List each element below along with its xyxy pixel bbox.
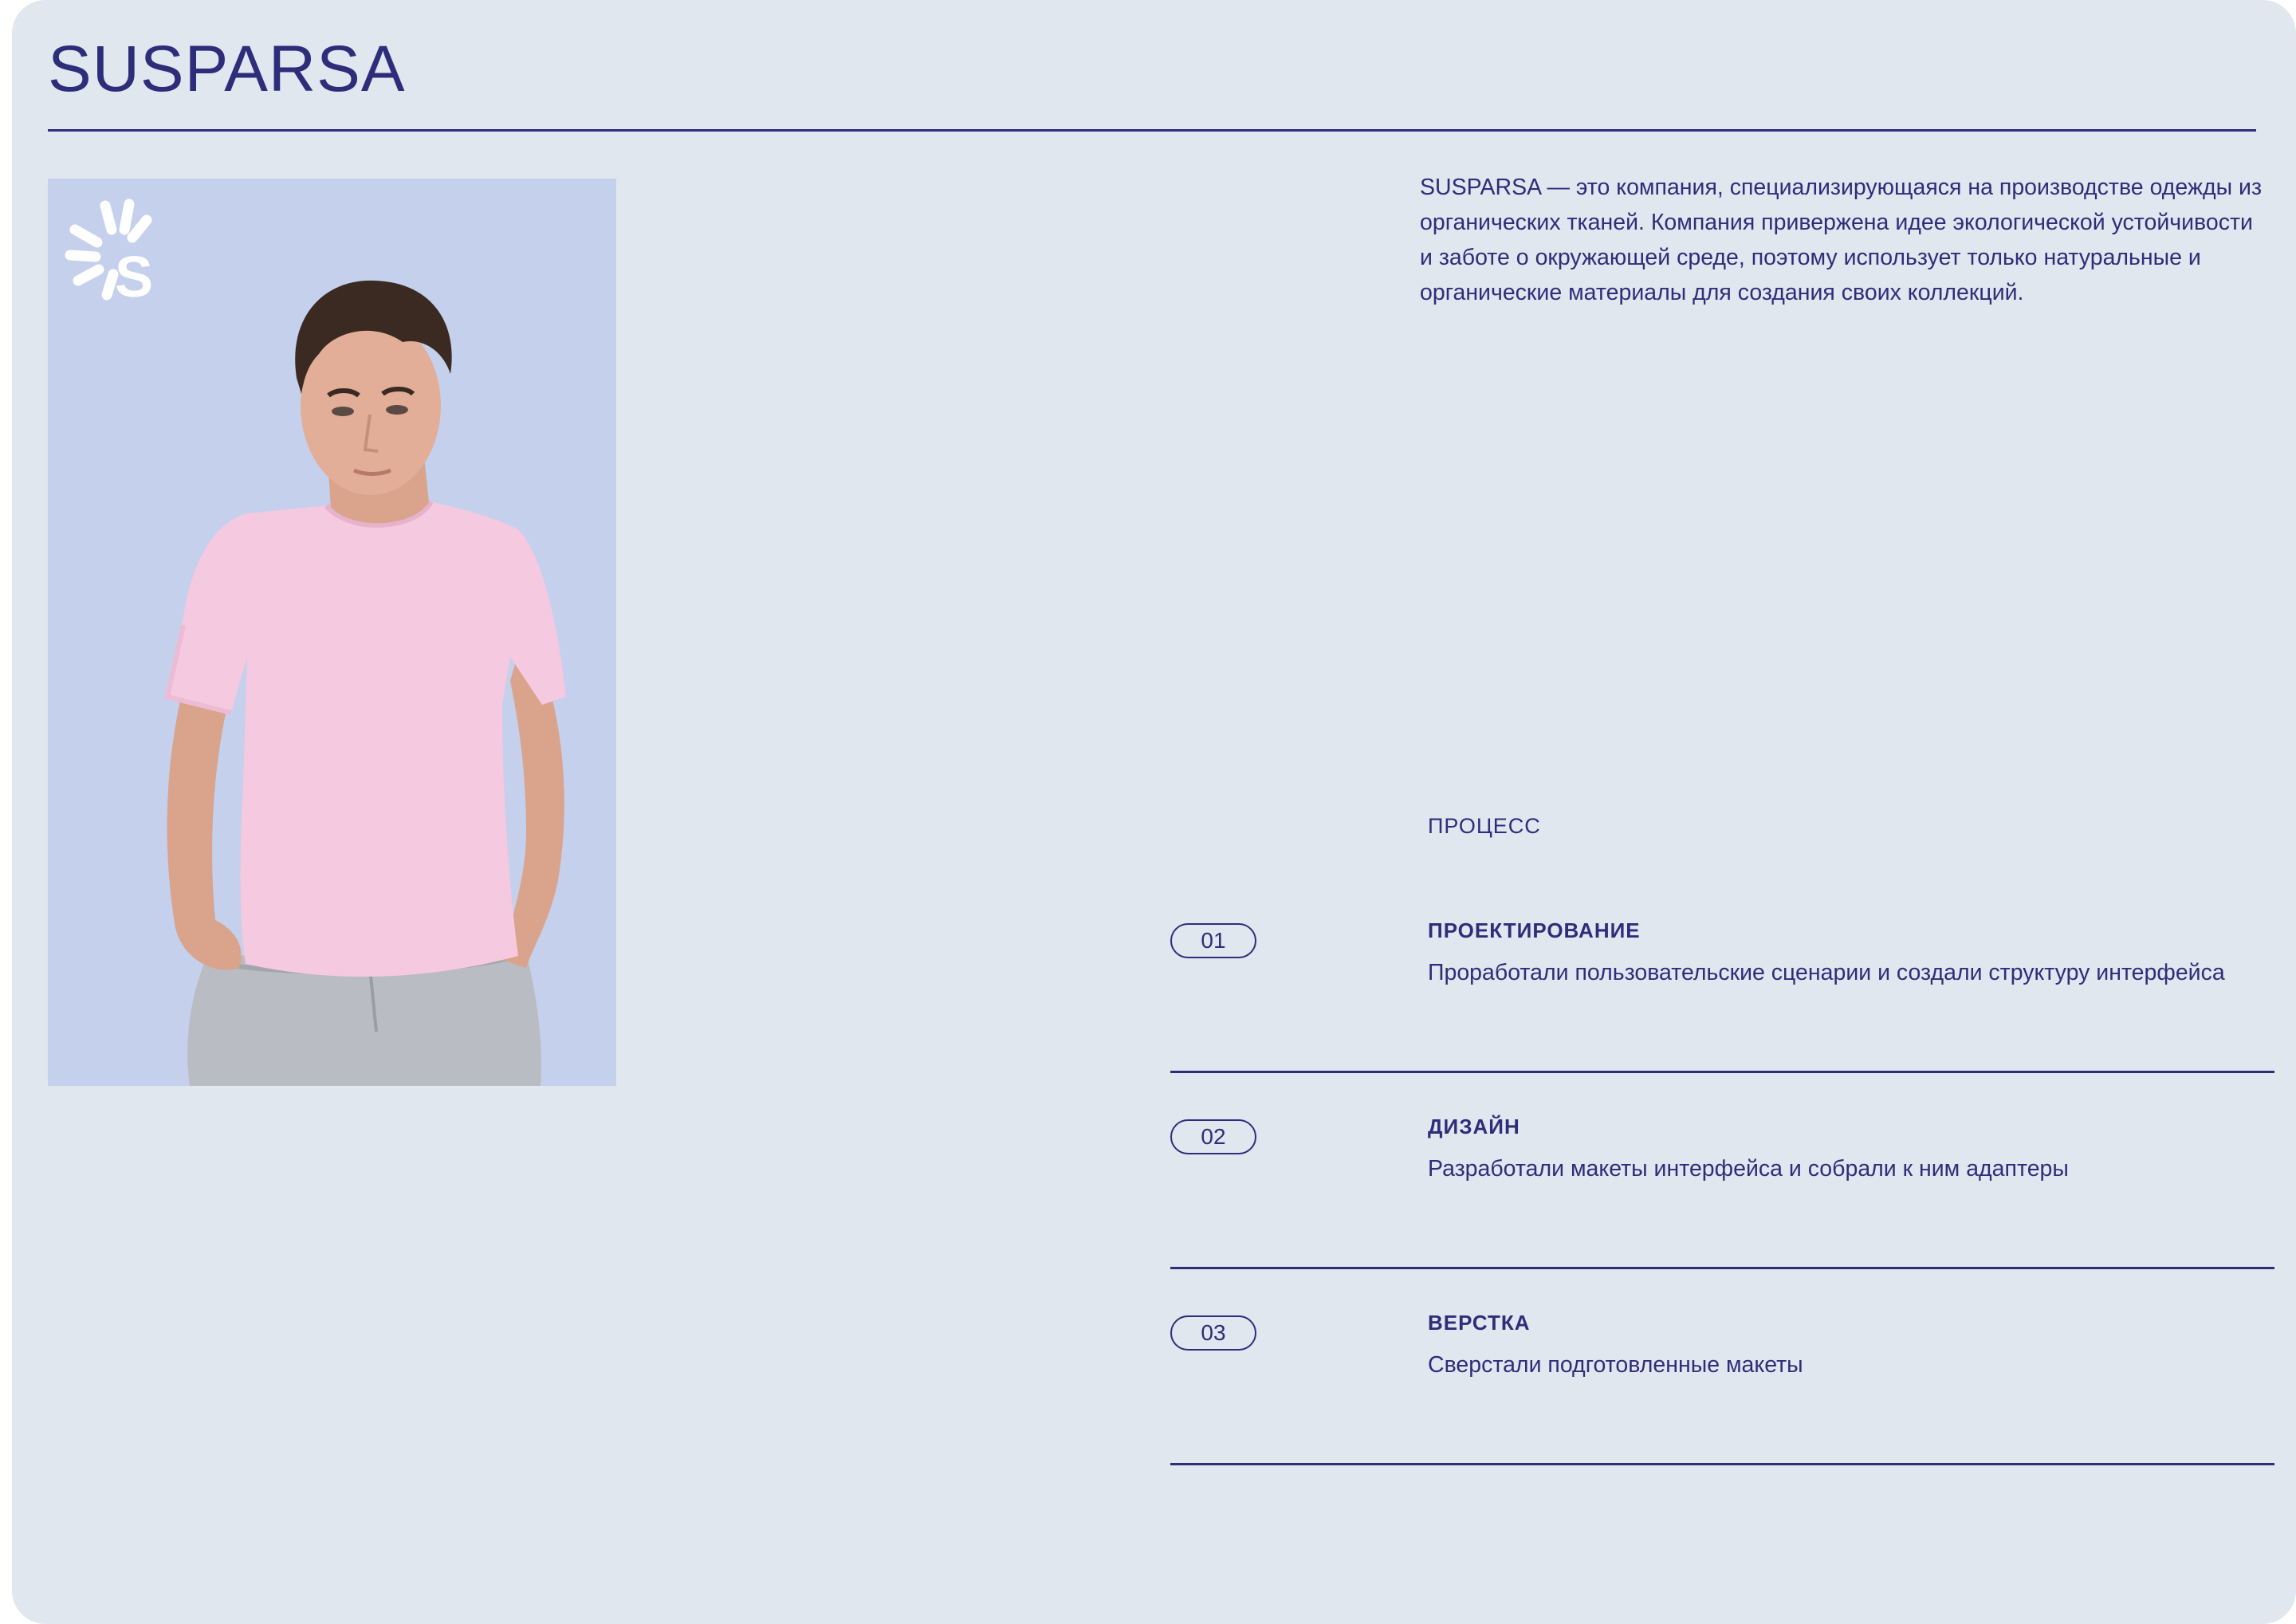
case-card bbox=[12, 0, 2296, 1624]
process-steps bbox=[1170, 877, 2274, 1465]
header-divider bbox=[48, 129, 2256, 132]
step-title: ДИЗАЙН bbox=[1428, 1115, 1520, 1138]
step-number-badge: 01 bbox=[1170, 923, 1256, 958]
step-title: ПРОЕКТИРОВАНИЕ bbox=[1428, 918, 1641, 942]
step-number-badge: 02 bbox=[1170, 1119, 1256, 1154]
process-step-design-planning bbox=[1170, 877, 2274, 1073]
step-title: ВЕРСТКА bbox=[1428, 1311, 1531, 1335]
step-number-badge: 03 bbox=[1170, 1315, 1256, 1351]
page-title: SUSPARSA bbox=[48, 33, 406, 105]
step-description: Разработали макеты интерфейса и собрали к ним адаптеры bbox=[1428, 1156, 2069, 1182]
step-description: Сверстали подготовленные макеты bbox=[1428, 1352, 1803, 1378]
company-description: SUSPARSA — это компания, специализирующаяся на производстве одежды из органических тканей. Компания привержена идее экологической устойчивости и заботе о окружающей среде, поэтому использует только натуральные и органические материалы для создания своих коллекций. bbox=[1420, 175, 2263, 305]
product-photo bbox=[48, 179, 616, 1086]
process-step-design bbox=[1170, 1073, 2274, 1269]
process-section-label: ПРОЦЕСС bbox=[1428, 814, 1541, 838]
process-step-markup bbox=[1170, 1269, 2274, 1465]
brand-logo-letter: S bbox=[115, 246, 154, 309]
step-description: Проработали пользовательские сценарии и создали структуру интерфейса bbox=[1428, 960, 2225, 985]
